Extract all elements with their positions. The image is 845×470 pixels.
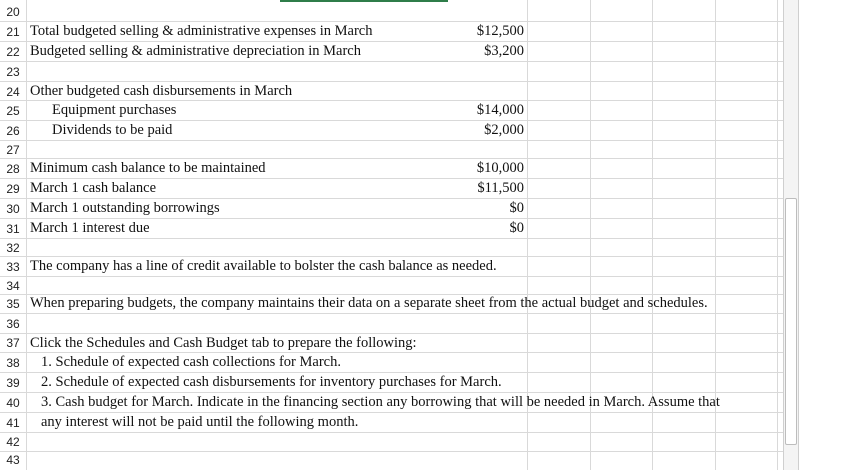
row-header[interactable]: 38 bbox=[6, 356, 20, 370]
row-header[interactable]: 43 bbox=[6, 453, 20, 467]
cell-value[interactable]: $0 bbox=[509, 220, 524, 236]
row-divider bbox=[0, 451, 783, 452]
row-divider bbox=[0, 41, 783, 42]
cell-value[interactable]: $0 bbox=[509, 200, 524, 216]
row-header[interactable]: 42 bbox=[6, 435, 20, 449]
row-divider bbox=[0, 120, 783, 121]
row-divider bbox=[0, 238, 783, 239]
cell-value[interactable]: $2,000 bbox=[484, 122, 524, 138]
row-header[interactable]: 21 bbox=[6, 25, 20, 39]
row-header[interactable]: 33 bbox=[6, 260, 20, 274]
row-header[interactable]: 29 bbox=[6, 182, 20, 196]
row-divider bbox=[0, 352, 783, 353]
row-header[interactable]: 20 bbox=[6, 5, 20, 19]
row-divider bbox=[0, 432, 783, 433]
row-divider bbox=[0, 313, 783, 314]
row-divider bbox=[0, 81, 783, 82]
row-divider bbox=[0, 372, 783, 373]
row-header[interactable]: 24 bbox=[6, 85, 20, 99]
row-header[interactable]: 23 bbox=[6, 65, 20, 79]
row-divider bbox=[0, 61, 783, 62]
cell-value[interactable]: $12,500 bbox=[476, 23, 524, 39]
cell-label[interactable]: Total budgeted selling & administrative expenses in March bbox=[30, 23, 373, 39]
row-header[interactable]: 26 bbox=[6, 124, 20, 138]
cell-label[interactable]: Minimum cash balance to be maintained bbox=[30, 160, 266, 176]
row-header[interactable]: 35 bbox=[6, 297, 20, 311]
cell-value[interactable]: $11,500 bbox=[477, 180, 524, 196]
row-divider bbox=[0, 276, 783, 277]
cell-text[interactable]: Click the Schedules and Cash Budget tab to prepare the following: bbox=[30, 335, 417, 351]
row-divider bbox=[0, 158, 783, 159]
row-header[interactable]: 30 bbox=[6, 202, 20, 216]
row-header[interactable]: 28 bbox=[6, 162, 20, 176]
cell-label[interactable]: Budgeted selling & administrative depreciation in March bbox=[30, 43, 361, 59]
cell-label[interactable]: March 1 outstanding borrowings bbox=[30, 200, 220, 216]
row-header[interactable]: 40 bbox=[6, 396, 20, 410]
row-divider bbox=[0, 178, 783, 179]
row-header[interactable]: 39 bbox=[6, 376, 20, 390]
cell-value[interactable]: $14,000 bbox=[476, 102, 524, 118]
row-header[interactable]: 27 bbox=[6, 143, 20, 157]
row-divider bbox=[0, 333, 783, 334]
row-header[interactable]: 34 bbox=[6, 279, 20, 293]
cell-label[interactable]: Other budgeted cash disbursements in March bbox=[30, 83, 293, 99]
row-divider bbox=[0, 100, 783, 101]
column-divider bbox=[26, 0, 27, 470]
row-header[interactable]: 37 bbox=[6, 336, 20, 350]
cell-label[interactable]: March 1 interest due bbox=[30, 220, 150, 236]
row-header[interactable]: 36 bbox=[6, 317, 20, 331]
row-header[interactable]: 32 bbox=[6, 241, 20, 255]
cell-label[interactable]: Dividends to be paid bbox=[52, 122, 173, 138]
row-divider bbox=[0, 392, 783, 393]
cell-text[interactable]: any interest will not be paid until the following month. bbox=[41, 414, 359, 430]
row-divider bbox=[0, 198, 783, 199]
cell-text[interactable]: 3. Cash budget for March. Indicate in the financing section any borrowing that will be needed in March. Assume that bbox=[41, 394, 720, 410]
cell-value[interactable]: $10,000 bbox=[476, 160, 524, 176]
row-header[interactable]: 31 bbox=[6, 222, 20, 236]
cell-label[interactable]: Equipment purchases bbox=[52, 102, 177, 118]
column-divider bbox=[777, 0, 778, 470]
scrollbar-thumb[interactable] bbox=[785, 198, 797, 445]
row-header[interactable]: 41 bbox=[6, 416, 20, 430]
row-divider bbox=[0, 21, 783, 22]
row-divider bbox=[0, 412, 783, 413]
cell-text[interactable]: 2. Schedule of expected cash disbursements for inventory purchases for March. bbox=[41, 374, 502, 390]
row-divider bbox=[0, 140, 783, 141]
cell-value[interactable]: $3,200 bbox=[484, 43, 524, 59]
selected-cell-border bbox=[280, 0, 448, 2]
row-header[interactable]: 25 bbox=[6, 104, 20, 118]
row-divider bbox=[0, 218, 783, 219]
cell-text[interactable]: 1. Schedule of expected cash collections for March. bbox=[41, 354, 341, 370]
cell-label[interactable]: March 1 cash balance bbox=[30, 180, 157, 196]
cell-text[interactable]: The company has a line of credit available to bolster the cash balance as needed. bbox=[30, 258, 497, 274]
row-divider bbox=[0, 256, 783, 257]
cell-text[interactable]: When preparing budgets, the company maintains their data on a separate sheet from the actual budget and schedules. bbox=[30, 295, 708, 311]
row-header[interactable]: 22 bbox=[6, 45, 20, 59]
